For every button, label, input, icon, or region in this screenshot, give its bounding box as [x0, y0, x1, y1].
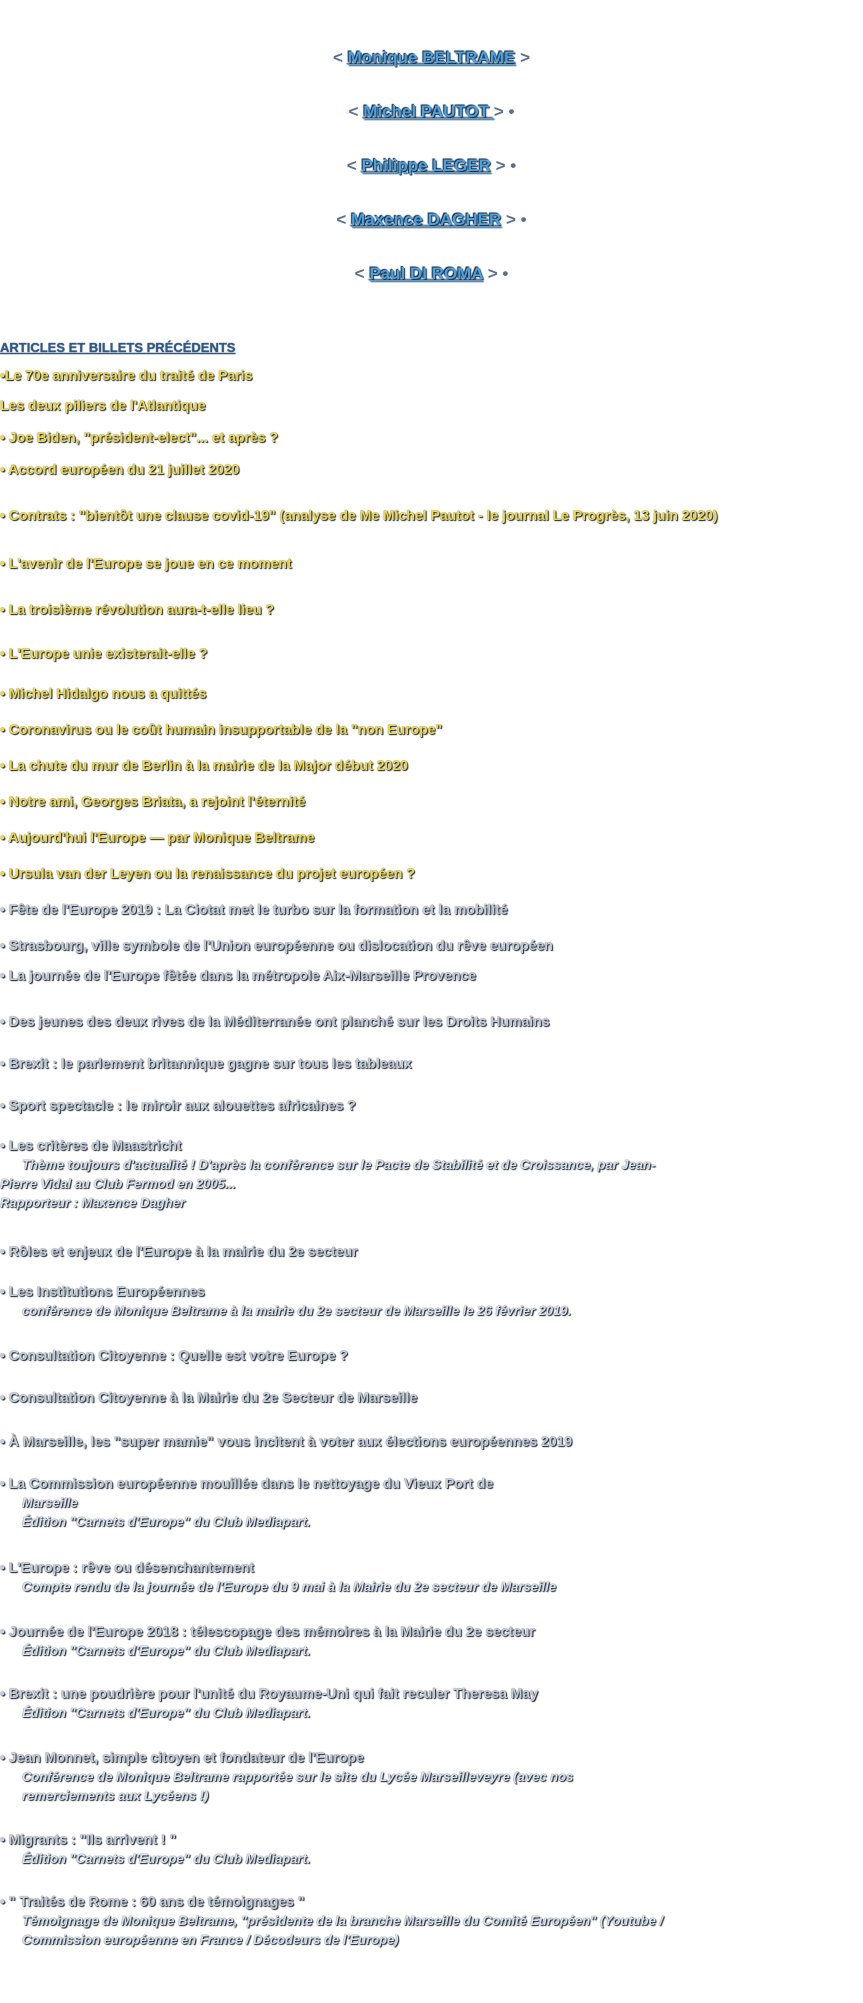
article-subtitle: Pierre Vidal au Club Fermod en 2005...	[0, 1176, 236, 1191]
article-subtitle: Rapporteur : Maxence Dagher	[0, 1195, 185, 1210]
article-item[interactable]	[0, 684, 855, 703]
article-item[interactable]	[0, 1012, 855, 1031]
nav-open-bracket: <	[336, 210, 352, 229]
article-subtitle: Commission européenne en France / Décodeurs de l'Europe)	[22, 1932, 399, 1947]
article-title[interactable]: • L'Europe : rêve ou désenchantement	[0, 1559, 255, 1575]
nav-close-bracket: > •	[501, 210, 527, 229]
article-item[interactable]	[0, 1830, 855, 1868]
article-item[interactable]	[0, 1748, 855, 1805]
article-title[interactable]: • Brexit : une poudrière pour l'unité du Royaume-Uni qui fait reculer Theresa May	[0, 1685, 538, 1701]
article-title[interactable]: • Migrants : "Ils arrivent ! "	[0, 1831, 177, 1847]
article-title[interactable]: • Strasbourg, ville symbole de l'Union européenne ou dislocation du rêve européen	[0, 937, 553, 953]
nav-close-bracket: >	[515, 48, 531, 67]
author-link-leger[interactable]: Philippe LEGER	[361, 156, 491, 175]
article-item[interactable]	[0, 1558, 855, 1596]
article-title[interactable]: • L'avenir de l'Europe se joue en ce moment	[0, 555, 292, 571]
article-title[interactable]: • Brexit : le parlement britannique gagne sur tous les tableaux	[0, 1055, 412, 1071]
article-item[interactable]	[0, 864, 855, 883]
nav-open-bracket: <	[332, 48, 348, 67]
article-item[interactable]	[0, 936, 855, 955]
nav-item-dagher	[0, 210, 863, 230]
article-title[interactable]: • À Marseille, les "super mamie" vous incitent à voter aux élections européennes 2019	[0, 1433, 573, 1449]
article-title[interactable]: • Notre ami, Georges Briata, a rejoint l'éternité	[0, 793, 306, 809]
article-subtitle: Édition "Carnets d'Europe" du Club Mediapart.	[22, 1705, 311, 1720]
article-item[interactable]	[0, 644, 855, 663]
article-title[interactable]: Les deux piliers de l'Atlantique	[0, 397, 206, 413]
article-item[interactable]	[0, 1136, 855, 1212]
article-title[interactable]: • Jean Monnet, simple citoyen et fondateur de l'Europe	[0, 1749, 364, 1765]
article-item[interactable]	[0, 1346, 855, 1365]
nav-item-beltrame	[0, 48, 863, 68]
article-subtitle: Édition "Carnets d'Europe" du Club Mediapart.	[22, 1514, 311, 1529]
article-item[interactable]	[0, 1892, 855, 1949]
author-link-diroma[interactable]: Paul DI ROMA	[369, 264, 483, 283]
article-title[interactable]: • La troisième révolution aura-t-elle lieu ?	[0, 601, 275, 617]
article-title[interactable]: •Le 70e anniversaire du traité de Paris	[0, 367, 253, 383]
article-title[interactable]: • Contrats : "bientôt une clause covid-19" (analyse de Me Michel Pautot - le journal Le Progrès, 13 juin 2020)	[0, 507, 718, 523]
article-subtitle: Marseille	[22, 1495, 78, 1510]
nav-open-bracket: <	[348, 102, 364, 121]
article-title[interactable]: • La Commission européenne mouillée dans le nettoyage du Vieux Port de	[0, 1475, 494, 1491]
article-title[interactable]: • Joe Biden, "président-elect"... et après ?	[0, 429, 279, 445]
nav-open-bracket: <	[354, 264, 370, 283]
article-subtitle: Témoignage de Monique Beltrame, "présidente de la branche Marseille du Comité Européen" (Youtube /	[22, 1913, 664, 1928]
author-link-pautot[interactable]: Michel PAUTOT	[363, 102, 494, 121]
article-title[interactable]: • Consultation Citoyenne : Quelle est votre Europe ?	[0, 1347, 348, 1363]
article-subtitle: Thème toujours d'actualité ! D'après la conférence sur le Pacte de Stabilité et de Croissance, par Jean-	[22, 1157, 656, 1172]
article-title[interactable]: • Michel Hidalgo nous a quittés	[0, 685, 207, 701]
article-title[interactable]: • L'Europe unie existerait-elle ?	[0, 645, 208, 661]
nav-item-leger	[0, 156, 863, 176]
nav-close-bracket: > •	[482, 264, 509, 283]
article-title[interactable]: • Coronavirus ou le coût humain insupportable de la "non Europe"	[0, 721, 443, 737]
article-title[interactable]: • Les Institutions Européennes	[0, 1283, 205, 1299]
article-item[interactable]	[0, 1684, 855, 1722]
article-title[interactable]: • Rôles et enjeux de l'Europe à la mairie du 2e secteur	[0, 1243, 358, 1259]
article-item[interactable]	[0, 1474, 855, 1531]
article-item[interactable]	[0, 828, 855, 847]
article-item[interactable]	[0, 506, 855, 525]
article-subtitle: conférence de Monique Beltrame à la mairie du 2e secteur de Marseille le 26 février 2019.	[22, 1303, 572, 1318]
article-title[interactable]: • Sport spectacle : le miroir aux alouettes africaines ?	[0, 1097, 356, 1113]
article-title[interactable]: • Ursula van der Leyen ou la renaissance du projet européen ?	[0, 865, 415, 881]
author-link-dagher[interactable]: Maxence DAGHER	[351, 210, 502, 229]
article-item[interactable]	[0, 1622, 855, 1660]
author-link-beltrame[interactable]: Monique BELTRAME	[347, 48, 516, 67]
article-item[interactable]	[0, 720, 855, 739]
article-item[interactable]	[0, 1054, 855, 1073]
article-subtitle: Compte rendu de la journée de l'Europe du 9 mai à la Mairie du 2e secteur de Marseille	[22, 1579, 557, 1594]
article-title[interactable]: • Accord européen du 21 juillet 2020	[0, 461, 240, 477]
article-item[interactable]	[0, 1096, 855, 1115]
article-subtitle: Édition "Carnets d'Europe" du Club Mediapart.	[22, 1851, 311, 1866]
article-item[interactable]	[0, 1388, 855, 1407]
article-item[interactable]	[0, 554, 855, 573]
article-item[interactable]	[0, 460, 855, 479]
nav-close-bracket: > •	[493, 102, 515, 121]
nav-open-bracket: <	[346, 156, 362, 175]
article-title[interactable]: • Des jeunes des deux rives de la Méditerranée ont planché sur les Droits Humains	[0, 1013, 550, 1029]
article-title[interactable]: • Fête de l'Europe 2019 : La Ciotat met le turbo sur la formation et la mobilité	[0, 901, 508, 917]
article-item[interactable]	[0, 396, 855, 415]
article-title[interactable]: • La journée de l'Europe fêtée dans la métropole Aix-Marseille Provence	[0, 967, 477, 983]
article-item[interactable]	[0, 792, 855, 811]
article-title[interactable]: • La chute du mur de Berlin à la mairie de la Major début 2020	[0, 757, 408, 773]
article-title[interactable]: • Consultation Citoyenne à la Mairie du 2e Secteur de Marseille	[0, 1389, 418, 1405]
article-title[interactable]: • Les critères de Maastricht	[0, 1137, 182, 1153]
article-item[interactable]	[0, 428, 855, 447]
article-title[interactable]: • Journée de l'Europe 2018 : télescopage des mémoires à la Mairie du 2e secteur	[0, 1623, 536, 1639]
article-item[interactable]	[0, 1282, 855, 1320]
article-item[interactable]	[0, 1242, 855, 1261]
article-item[interactable]	[0, 966, 855, 985]
article-title[interactable]: • " Traités de Rome : 60 ans de témoignages "	[0, 1893, 305, 1909]
article-title[interactable]: • Aujourd'hui l'Europe — par Monique Beltrame	[0, 829, 315, 845]
previous-articles-heading[interactable]: ARTICLES ET BILLETS PRÉCÉDENTS	[0, 340, 236, 355]
article-item[interactable]	[0, 900, 855, 919]
article-item[interactable]	[0, 366, 855, 385]
article-subtitle: Édition "Carnets d'Europe" du Club Mediapart.	[22, 1643, 311, 1658]
article-item[interactable]	[0, 756, 855, 775]
article-subtitle: Conférence de Monique Beltrame rapportée sur le site du Lycée Marseilleveyre (avec nos	[22, 1769, 574, 1784]
article-item[interactable]	[0, 600, 855, 619]
article-item[interactable]	[0, 1432, 855, 1451]
nav-close-bracket: > •	[490, 156, 517, 175]
article-subtitle: remerciements aux Lycéens !)	[22, 1788, 209, 1803]
nav-item-diroma	[0, 264, 863, 284]
nav-item-pautot	[0, 102, 863, 122]
